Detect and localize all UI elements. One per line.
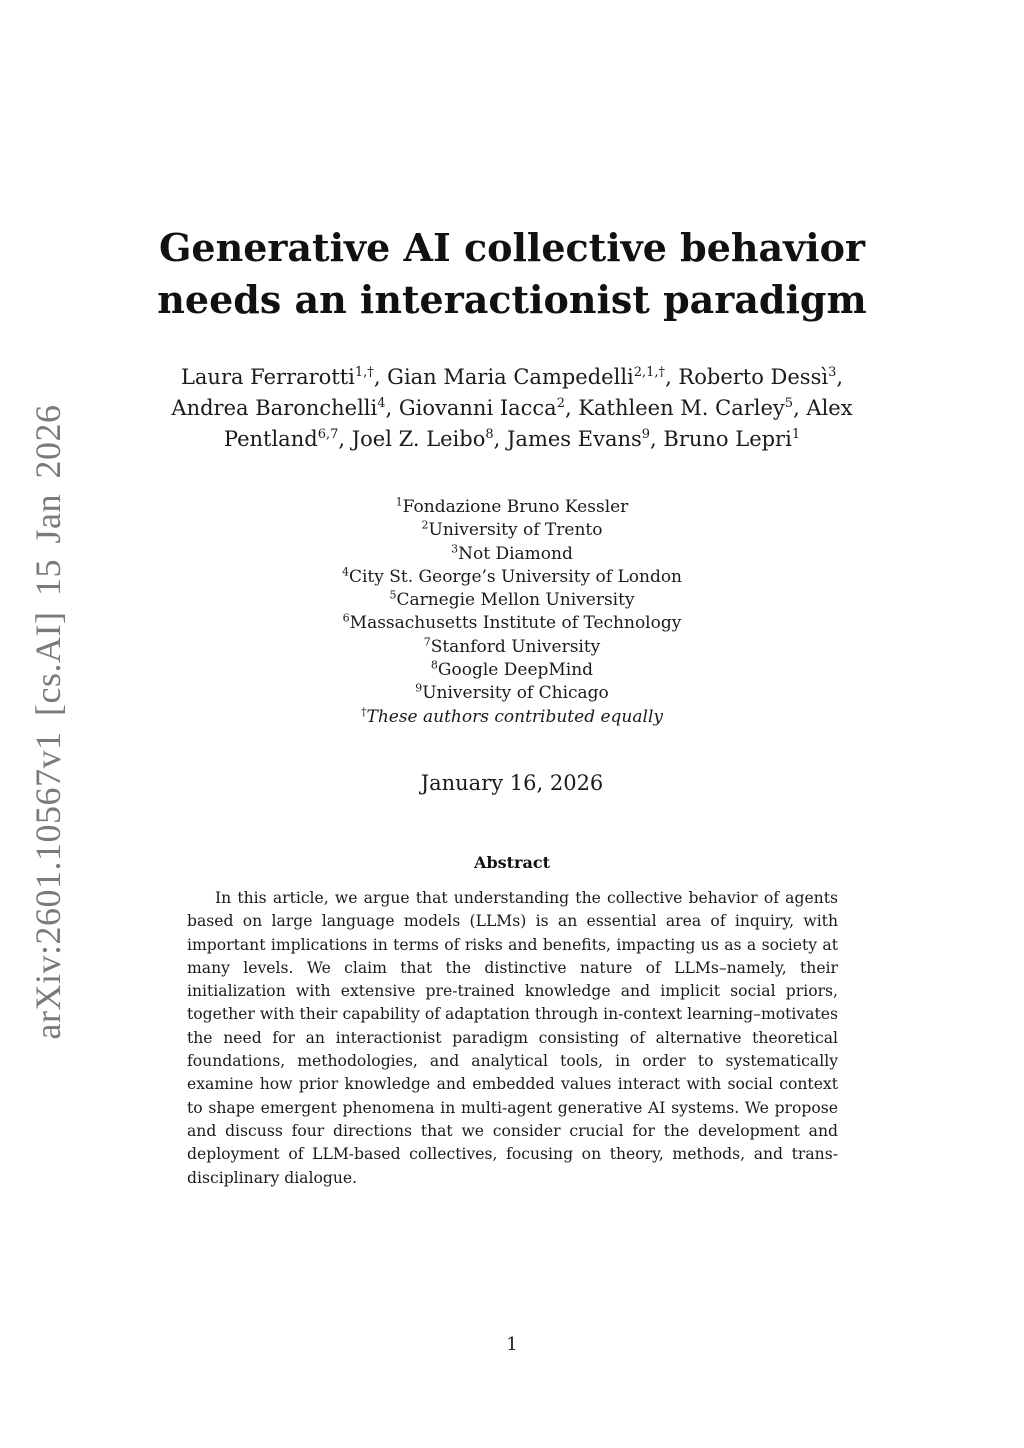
author	[387, 365, 678, 389]
author-affiliation-mark: 2	[556, 396, 565, 411]
affiliation	[200, 682, 824, 705]
affiliation-mark: 3	[451, 541, 459, 555]
affiliation	[200, 636, 824, 659]
affiliation-mark: 4	[341, 565, 349, 579]
affiliation	[200, 543, 824, 566]
author	[171, 396, 398, 420]
author	[507, 427, 663, 451]
author	[663, 427, 800, 451]
author-name: Giovanni Iacca	[398, 396, 557, 420]
author-affiliation-mark: 9	[641, 427, 651, 442]
page-number: 1	[506, 1334, 518, 1355]
author-separator: ,	[493, 427, 508, 451]
author-affiliation-mark: 8	[485, 427, 494, 442]
author-affiliation-mark: 3	[828, 365, 837, 380]
title-line-1: Generative AI collective behavior	[158, 225, 866, 270]
author-name: Joel Z. Leibo	[351, 427, 486, 451]
author-list	[140, 362, 884, 455]
author-affiliation-mark: 1	[791, 427, 801, 442]
abstract-text: In this article, we argue that understanding the collective behavior of agents based on large language models (LLMs) is an essential area of inquiry, with important implications in terms of risks and benefits, impacting us as a society at many levels. We claim that the distinctive nature of LLMs–namely, their initialization with extensive pre-trained knowledge and implicit social priors, together with their capability of adaptation through in-context learning–motivates the need for an interactionist paradigm consisting of alternative theoretical foundations, methodologies, and analytical tools, in order to systematically examine how prior knowledge and embedded values interact with social context to shape emergent phenomena in multi-agent generative AI systems. We propose and discuss four directions that we consider crucial for the development and deployment of LLM-based collectives, focusing on theory, methods, and trans-disciplinary dialogue.	[187, 889, 838, 1187]
author-separator: ,	[793, 396, 807, 420]
author-affiliation-mark: 4	[377, 396, 386, 411]
author	[352, 427, 507, 451]
author-name: Gian Maria Campedelli	[387, 365, 634, 389]
author-name: Andrea Baronchelli	[171, 396, 378, 420]
equal-contribution-note	[200, 706, 824, 729]
author-separator: ,	[665, 365, 679, 389]
dagger-mark: †	[360, 705, 367, 719]
publication-date: January 16, 2026	[420, 771, 604, 795]
author-separator: ,	[373, 365, 388, 389]
affiliation	[200, 589, 824, 612]
affiliation-name: City St. George’s University of London	[348, 566, 683, 587]
equal-contribution-text: These authors contributed equally	[366, 706, 663, 727]
affiliation	[200, 612, 824, 635]
affiliation-name: Stanford University	[430, 636, 601, 657]
author	[181, 365, 387, 389]
affiliation	[200, 566, 824, 589]
author-affiliation-mark: 2,1,†	[633, 365, 666, 380]
affiliation-name: Carnegie Mellon University	[396, 590, 635, 611]
affiliation-name: Not Diamond	[458, 543, 573, 564]
author-separator: ,	[836, 365, 844, 389]
affiliation-name: University of Trento	[428, 520, 603, 541]
author-name: Roberto Dessì	[678, 365, 829, 389]
paper-title	[150, 222, 874, 326]
affiliation-mark: 1	[395, 495, 403, 509]
title-line-2: needs an interactionist paradigm	[157, 277, 867, 322]
affiliation-mark: 2	[421, 518, 429, 532]
affiliation-name: Google DeepMind	[437, 660, 594, 681]
author-affiliation-mark: 5	[784, 396, 794, 411]
affiliation	[200, 519, 824, 542]
affiliation-list	[200, 496, 824, 729]
affiliation-mark: 9	[415, 681, 423, 695]
author-affiliation-mark: 1,†	[354, 365, 374, 380]
author-name: Alex Pentland	[223, 396, 853, 451]
affiliation-mark: 6	[342, 611, 350, 625]
author-separator: ,	[385, 396, 399, 420]
author-separator: ,	[564, 396, 579, 420]
author-separator: ,	[650, 427, 664, 451]
affiliation-mark: 7	[423, 635, 431, 649]
author	[678, 365, 843, 389]
affiliation	[200, 496, 824, 519]
author-name: Kathleen M. Carley	[578, 396, 785, 420]
affiliation-mark: 5	[389, 588, 397, 602]
affiliation-mark: 8	[430, 658, 438, 672]
author-separator: ,	[338, 427, 352, 451]
affiliation-name: Massachusetts Institute of Technology	[349, 613, 682, 634]
author-name: James Evans	[507, 427, 642, 451]
arxiv-identifier-stamp[interactable]: arXiv:2601.10567v1 [cs.AI] 15 Jan 2026	[28, 404, 68, 1040]
author	[399, 396, 578, 420]
abstract-heading: Abstract	[474, 853, 550, 872]
affiliation-name: Fondazione Bruno Kessler	[402, 497, 629, 517]
author-name: Bruno Lepri	[663, 427, 792, 451]
author-name: Laura Ferrarotti	[180, 365, 355, 389]
author-affiliation-mark: 6,7	[317, 427, 339, 442]
affiliation-name: University of Chicago	[422, 683, 609, 704]
author	[578, 396, 806, 420]
affiliation	[200, 659, 824, 682]
